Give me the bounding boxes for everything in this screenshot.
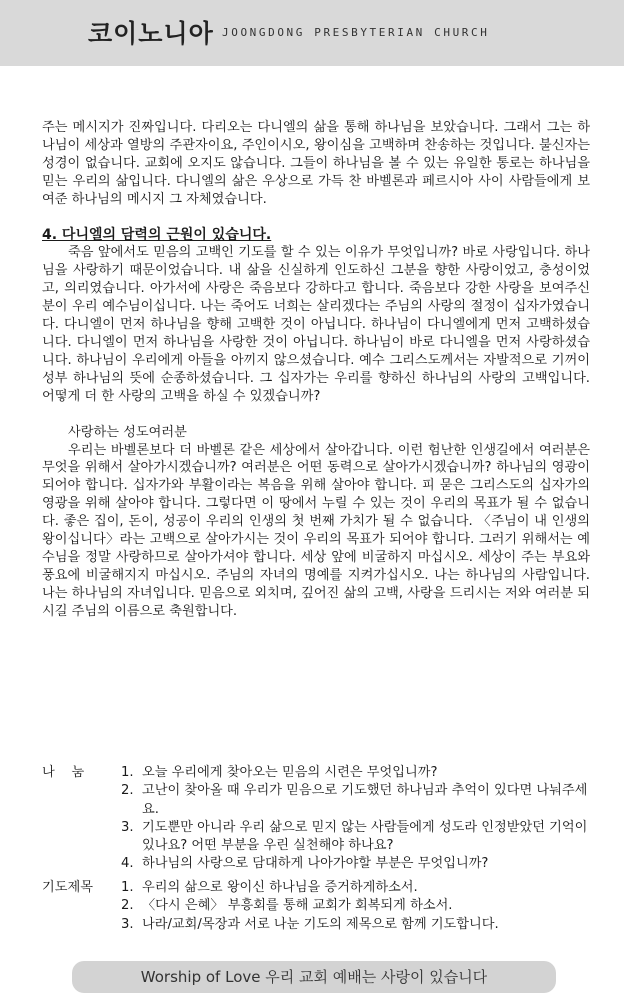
salutation: 사랑하는 성도여러분 bbox=[68, 424, 187, 440]
prayer-item: 2. 〈다시 은혜〉 부흥회를 통해 교회가 회복되게 하소서. bbox=[121, 898, 453, 914]
section-paragraph: 죽음 앞에서도 믿음의 고백인 기도를 할 수 있는 이유가 무엇입니까? 바로 사랑입니다. 하나님을 사랑하기 때문이었습니다. 내 삶을 신실하게 인도하신 그분을 향한 사랑이었고, 충성이었고, 의리였습니다. 아가서에 사랑은 죽음보다 강하다고 합니다. 죽음보다 강한 사랑을 보여주신 분이 우리 예수님이십니다. 나는 죽어도 너희는 살리겠다는 주님의 사랑의 절정이 십자가였습니다. 다니엘이 먼저 하나님을 향해 고백한 것이 아닙니다. 하나님이 다니엘에게 먼저 고백하셨습니다. 다니엘이 먼저 하나님을 사랑한 것이 아닙니다. 하나님이 바로 다니엘을 먼저 사랑하셨습니다. 하나님이 우리에게 아들을 아끼지 않으셨습니다. 예수 그리스도께서는 자발적으로 기꺼이 성부 하나님의 뜻에 순종하셨습니다. 그 십자가는 우리를 향하신 하나님의 사랑의 고백입니다. 어떻게 더 한 사랑의 고백을 하실 수 있겠습니까? bbox=[42, 245, 590, 404]
bulletin-title: 코이노니아 bbox=[88, 19, 214, 48]
prayer-item: 3. 나라/교회/목장과 서로 나눈 기도의 제목으로 함께 기도합니다. bbox=[121, 916, 499, 932]
section-heading: 4. 다니엘의 담력의 근원이 있습니다. bbox=[42, 226, 272, 243]
sharing-item: 3. 기도뿐만 아니라 우리 삶으로 믿지 않는 사람들에게 성도라 인정받았던 기억이 있나요? 어떤 부분을 우린 실천해야 하나요? bbox=[121, 819, 588, 854]
sharing-item: 1. 오늘 우리에게 찾아오는 믿음의 시련은 무엇입니까? bbox=[121, 765, 438, 780]
footer-text: Worship of Love 우리 교회 예배는 사랑이 있습니다 bbox=[140, 968, 488, 986]
sharing-item: 2. 고난이 찾아올 때 우리가 믿음으로 기도했던 하나님과 추억이 있다면 나눠주세요. bbox=[121, 783, 588, 817]
prayer-label: 기도제목 bbox=[42, 880, 93, 895]
page-header bbox=[0, 0, 624, 66]
sharing-label: 나 눔 bbox=[42, 765, 85, 780]
sermon-body bbox=[42, 119, 590, 621]
footer-banner bbox=[72, 961, 556, 993]
church-name: JOONGDONG PRESBYTERIAN CHURCH bbox=[222, 26, 490, 39]
intro-paragraph: 주는 메시지가 진짜입니다. 다리오는 다니엘의 삶을 통해 하나님을 보았습니다. 그래서 그는 하나님이 세상과 열방의 주관자이요, 주인이시오, 왕이심을 고백하며 찬송하는 것입니다. 불신자는 성경이 없습니다. 교회에 오지도 않습니다. 그들이 하나님을 볼 수 있는 유일한 통로는 하나님을 믿는 우리의 삶입니다. 다니엘의 삶은 우상으로 가득 찬 바벨론과 페르시아 사이 사람들에게 보여준 하나님의 메시지 그 자체였습니다. bbox=[42, 120, 590, 207]
sharing-item: 4. 하나님의 사랑으로 담대하게 나아가야할 부분은 무엇입니까? bbox=[121, 856, 489, 872]
prayer-item: 1. 우리의 삶으로 왕이신 하나님을 증거하게하소서. bbox=[121, 880, 418, 895]
closing-paragraph: 우리는 바벨론보다 더 바벨론 같은 세상에서 살아갑니다. 이런 험난한 인생길에서 여러분은 무엇을 위해서 살아가시겠습니까? 여러분은 어떤 동력으로 살아가시겠습니까? 하나님의 영광이 되어야 합니다. 십자가와 부활이라는 복음을 위해 살아야 합니다. 피 묻은 그리스도의 십자가의 영광을 위해 살아야 합니다. 그렇다면 이 땅에서 누릴 수 있는 것이 우리의 목표가 될 수 없습니다. 좋은 집이, 돈이, 성공이 우리의 인생의 첫 번째 가치가 될 수 없습니다. 〈주님이 내 인생의 왕이십니다〉라는 고백으로 살아가시는 것이 우리의 목표가 되어야 합니다. 그러기 위해서는 예수님을 정말 사랑하므로 살아가셔야 합니다. 세상 앞에 비굴하지 마십시오. 세상이 주는 부요와 풍요에 비굴해지지 마십시오. 주님의 자녀의 명예를 지켜가십시오. 나는 하나님의 사람입니다. 나는 하나님의 자녀입니다. 믿음으로 외치며, 깊어진 삶의 고백, 사랑을 드리시는 저와 여러분 되시길 주님의 이름으로 축원합니다. bbox=[42, 442, 590, 619]
